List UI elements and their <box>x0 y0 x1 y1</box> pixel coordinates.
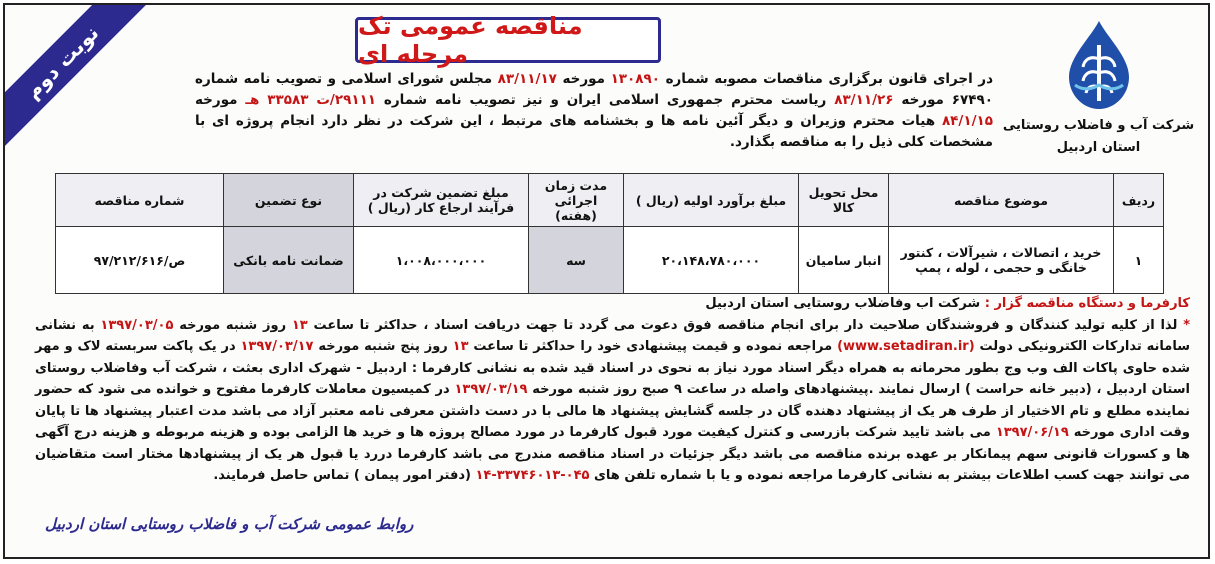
cell-row-number: ۱ <box>1114 227 1164 294</box>
setadiran-link[interactable]: (www.setadiran.ir) <box>837 339 975 354</box>
validity-date: ۱۳۹۷/۰۶/۱۹ <box>995 425 1069 440</box>
opening-date: ۱۳۹۷/۰۳/۱۹ <box>454 382 528 397</box>
instructions-paragraph <box>35 315 1190 487</box>
header-delivery: محل تحویل کالا <box>799 174 889 227</box>
phone-numbers: ۰۴۵-۳۳۷۴۶۰۱۳-۱۴ <box>475 468 590 483</box>
header-guarantee-amount: مبلغ تضمین شرکت در فرآیند ارجاع کار (ریال ) <box>354 174 529 227</box>
body-text <box>35 293 1190 487</box>
header-subject: موضوع مناقصه <box>889 174 1114 227</box>
law-number: ۱۳۰۸۹۰ <box>610 71 661 87</box>
intro-text: در اجرای قانون برگزاری مناقصات مصوبه شماره <box>660 71 994 87</box>
resolution-number: ۲۹۱۱۱/ت ۳۳۵۸۳ هـ <box>245 92 377 108</box>
intro-text: مورخه <box>556 71 611 87</box>
employer-line <box>35 293 1190 315</box>
cell-guarantee-type: ضمانت نامه بانکی <box>224 227 354 294</box>
notice-title: مناقصه عمومی تک مرحله ای <box>358 12 583 68</box>
ribbon-badge: نوبت دوم <box>3 3 157 157</box>
water-drop-wheat-icon <box>1049 15 1149 115</box>
organization-name: شرکت آب و فاضلاب روستایی <box>1002 118 1195 133</box>
body-text-part: به نشانی سامانه تدارکات الکترونیکی دولت <box>35 317 1191 354</box>
header-guarantee-type: نوع تضمین <box>224 174 354 227</box>
table-header-row <box>56 174 1164 227</box>
intro-paragraph <box>195 69 993 153</box>
header-duration: مدت زمان اجرائی (هفته) <box>529 174 624 227</box>
intro-text: ریاست محترم جمهوری اسلامی ایران و نیز تصویب نامه شماره <box>376 92 835 108</box>
cell-subject: خرید ، اتصالات ، شیرآلات ، کنتور خانگی و حجمی ، لوله ، پمپ <box>889 227 1114 294</box>
body-text-part: (دفتر امور پیمان ) تماس حاصل فرمایند. <box>213 468 476 483</box>
body-text-part: روز پنج شنبه مورخه <box>313 339 453 354</box>
resolution-date: ۸۴/۱/۱۵ <box>941 113 993 129</box>
body-text-part: روز شنبه مورخه <box>173 317 292 333</box>
approval-date: ۸۳/۱۱/۲۶ <box>834 92 894 108</box>
star-icon: * <box>1183 317 1191 333</box>
intro-text: هیات محترم وزیران و دیگر آئین نامه ها و بخشنامه های مرتبط ، این شرکت در نظر دارد انجام پروژه ای با مشخصات کلی ذیل را به مناقصه بگذارد. <box>195 113 993 150</box>
employer-value: شرکت اب وفاضلاب روستایی استان اردبیل <box>705 296 985 311</box>
body-text-part: لذا از کلیه تولید کنندگان و فروشندگان صلاحیت دار برای انجام مناقصه فوق دعوت می گردد تا جهت دریافت اسناد ، حداکثر تا ساعت <box>307 317 1184 333</box>
submission-date: ۱۳۹۷/۰۳/۱۷ <box>240 339 314 354</box>
header-estimate: مبلغ برآورد اولیه (ریال ) <box>624 174 799 227</box>
body-text-part: می باشد تایید شرکت بازرسی و کنترل کیفیت مورد قبول کارفرما در مورد مصالح پروژه ها و خرید ها الزامی بوده و هزینه مربوطه و هزینه درج آگهی ها و کسورات قانونی سهم پیمانکار بر عهده برنده مناقصه می باشد دیگر جزئیات در اسناد مناقصه مندرج می باشد کارفرما دررد یا قبول هر یک از پیشنهادها مختار است متقاضیان می توانند جهت کسب اطلاعات بیشتر به نشانی کارفرما مراجعه نموده و یا با شماره تلفن های <box>35 425 1190 483</box>
tender-table <box>55 173 1164 294</box>
tender-notice <box>3 3 1210 559</box>
header-tender-number: شماره مناقصه <box>56 174 224 227</box>
table-row <box>56 227 1164 294</box>
deadline-hour: ۱۳ <box>291 317 308 333</box>
employer-label: کارفرما و دستگاه مناقصه گزار : <box>984 296 1190 311</box>
cell-estimate: ۲۰،۱۴۸،۷۸۰،۰۰۰ <box>624 227 799 294</box>
cell-guarantee-amount: ۱،۰۰۸،۰۰۰،۰۰۰ <box>354 227 529 294</box>
law-date: ۸۳/۱۱/۱۷ <box>497 71 557 87</box>
body-text-part: مراجعه نموده و قیمت پیشنهادی خود را حداکثر تا ساعت <box>468 339 838 354</box>
submission-hour: ۱۳ <box>452 339 469 354</box>
cell-duration: سه <box>529 227 624 294</box>
body-text-part: در یک پاکت سربسته لاک و مهر شده حاوی پاکات الف وب وج بطور محرمانه به همراه دیگر اسناد مورد نیاز به نحوی در اسناد قید شده به نشانی کارفرما : اردبیل - شهرک اداری بعثت ، شرکت آب وفاضلاب روستای استان اردبیل ، (دبیر خانه حراست ) ارسال نمایند .پیشنهادهای واصله در ساعت ۹ صبح روز شنبه مورخه <box>35 339 1190 397</box>
cell-delivery: انبار سامیان <box>799 227 889 294</box>
header-row-number: ردیف <box>1114 174 1164 227</box>
organization-province: استان اردبیل <box>1056 140 1141 155</box>
intro-text: مورخه <box>195 92 246 108</box>
document-deadline-date: ۱۳۹۷/۰۳/۰۵ <box>100 317 174 333</box>
body-text-part: در کمیسیون معاملات کارفرما مفتوح و خوانده می شود که حضور نماینده مطلع و تام الاختیار از طرف هر یک از پیشنهاد دهنده گان در جلسه گشایش پیشنهاد ها مالی با در دست داشتن معرفی نامه معتبر آزاد می باشد مدت اعتبار پیشنهاد ها تا پایان وقت اداری مورخه <box>35 382 1190 440</box>
intro-text: مجلس شورای اسلامی و تصویب نامه شماره ۶۷۴۹۰ مورخه <box>195 71 993 108</box>
cell-tender-number: ص/۹۷/۲۱۲/۶۱۶ <box>56 227 224 294</box>
public-relations-signature: روابط عمومی شرکت آب و فاضلاب روستایی استان اردبیل <box>45 515 414 533</box>
organization-logo <box>1001 15 1196 165</box>
title-box <box>355 12 661 68</box>
